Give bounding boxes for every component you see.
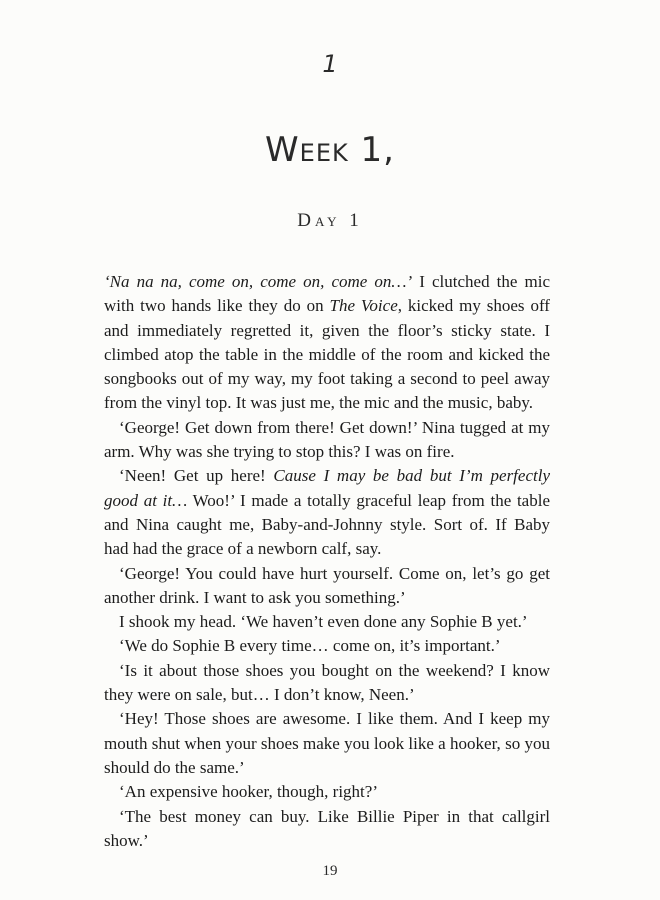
chapter-title: Week 1, (265, 130, 395, 170)
section-title: Day 1 (297, 210, 363, 231)
body-paragraph (104, 659, 550, 708)
text-run: , kicked my shoes off and immediately regretted it, given the floor’s sticky state. I climbed atop the table in the middle of the room and kicked the songbooks out of my way, my foot taking a second to peel away from the vinyl top. It was just me, the mic and the music, baby. (104, 296, 550, 413)
text-run: ‘George! Get down from there! Get down!’ Nina tugged at my arm. Why was she trying to stop this? I was on fire. (104, 417, 550, 462)
italic-text-run: ‘Na na na, come on, come on, come on…’ (104, 272, 413, 291)
chapter-number: 1 (322, 50, 338, 78)
page-number: 19 (322, 863, 338, 879)
body-text (104, 270, 550, 853)
body-paragraph (104, 780, 550, 804)
body-paragraph (104, 270, 550, 416)
text-run: ‘George! You could have hurt yourself. Come on, let’s go get another drink. I want to ask you something.’ (104, 563, 550, 607)
body-paragraph (104, 707, 550, 780)
text-run: ‘Hey! Those shoes are awesome. I like them. And I keep my mouth shut when your shoes make you look like a hooker, so you should do the same.’ (104, 709, 550, 777)
italic-text-run: Cause I may be bad but I’m perfectly good at it… (104, 466, 550, 510)
text-run: Woo!’ I made a totally graceful leap from the table and Nina caught me, Baby-and-Johnny style. Sort of. If Baby had had the grace of a newborn calf, say. (104, 490, 550, 559)
body-paragraph (104, 416, 550, 465)
text-run: ‘An expensive hooker, though, right?’ (119, 782, 378, 802)
body-paragraph (104, 610, 550, 634)
text-run: ‘We do Sophie B every time… come on, it’s important.’ (119, 636, 501, 656)
text-run: ‘Neen! Get up here! (119, 466, 274, 486)
body-paragraph (104, 634, 550, 658)
body-paragraph (104, 805, 550, 854)
text-run: I shook my head. ‘We haven’t even done any Sophie B yet.’ (119, 612, 528, 632)
italic-text-run: The Voice (329, 296, 398, 316)
text-run: I clutched the mic with two hands like they do on (104, 272, 550, 316)
text-run: ‘Is it about those shoes you bought on the weekend? I know they were on sale, but… I don’t know, Neen.’ (104, 660, 550, 705)
text-run: ‘The best money can buy. Like Billie Piper in that callgirl show.’ (104, 806, 550, 850)
body-paragraph (104, 464, 550, 561)
body-paragraph (104, 562, 550, 611)
